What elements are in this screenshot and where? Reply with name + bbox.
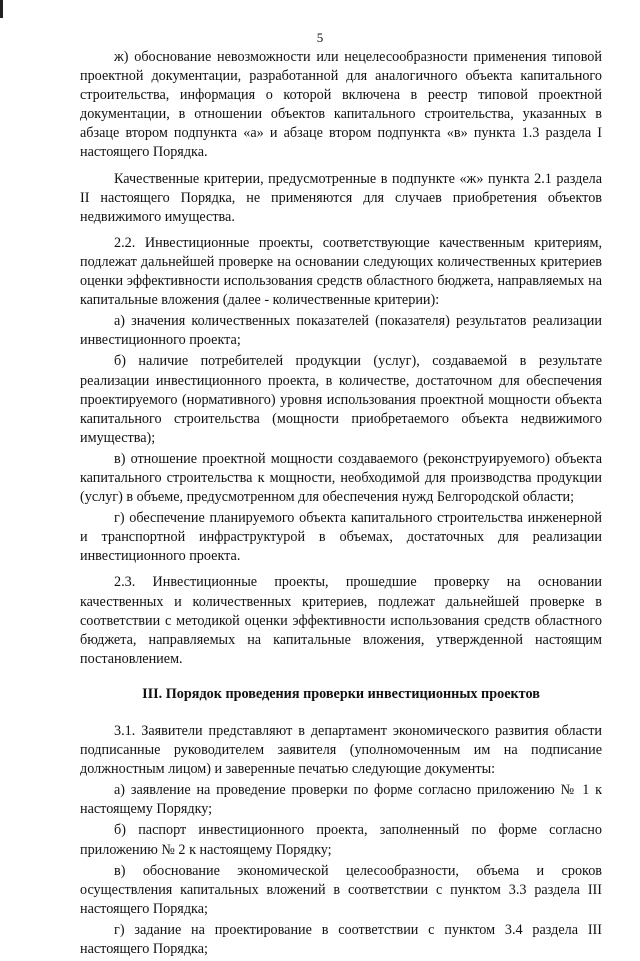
document-body — [80, 48, 602, 961]
doc-item-v: в) обоснование экономической целесообразности, объема и сроков осуществления капитальных вложений в соответствии с пунктом 3.3 раздела III настоящего Порядка; — [80, 862, 602, 917]
doc-item-g: г) задание на проектирование в соответствии с пунктом 3.4 раздела III настоящего Порядка; — [80, 921, 602, 958]
scan-edge-mark — [0, 0, 3, 18]
section-heading: III. Порядок проведения проверки инвестиционных проектов — [142, 685, 540, 702]
paragraph-2-3: 2.3. Инвестиционные проекты, прошедшие проверку на основании качественных и количественных критериев, подлежат дальнейшей проверке в соответствии с методикой оценки эффективности использования средств областного бюджета, направляемых на капитальные вложения, утвержденной настоящим постановлением. — [80, 574, 602, 667]
paragraph-zh: ж) обоснование невозможности или нецелесообразности применения типовой проектной документации, разработанной для аналогичного объекта капитального строительства, информация о которой включена в реестр типовой проектной документации, в отношении объектов капитального строительства, указанных в абзаце втором подпункта «а» и абзаце втором подпункта «в» пункта 1.3 раздела I настоящего Порядка. — [80, 49, 602, 161]
list-item-a: а) значения количественных показателей (показателя) результатов реализации инвестиционного проекта; — [80, 313, 602, 349]
paragraph-2-2: 2.2. Инвестиционные проекты, соответствующие качественным критериям, подлежат дальнейшей проверке на основании следующих количественных критериев оценки эффективности использования средств областного бюджета, направляемых на капитальные вложения (далее - количественные критерии): — [80, 234, 602, 309]
list-item-b: б) наличие потребителей продукции (услуг), создаваемой в результате реализации инвестиционного проекта, в количестве, достаточном для обеспечения проектируемого (нормативного) уровня использования проектной мощности объекта капитального строительства (мощности приобретаемого объекта недвижимого имущества); — [80, 353, 602, 446]
paragraph-qualitative-criteria: Качественные критерии, предусмотренные в подпункте «ж» пункта 2.1 раздела II настоящего Порядка, не применяются для случаев приобретения объектов недвижимого имущества. — [80, 170, 602, 225]
doc-item-b: б) паспорт инвестиционного проекта, заполненный по форме согласно приложению № 2 к настоящему Порядку; — [80, 822, 602, 858]
list-item-g: г) обеспечение планируемого объекта капитального строительства инженерной и транспортной инфраструктурой в объемах, достаточных для реализации инвестиционного проекта. — [80, 510, 602, 565]
paragraph-3-1: 3.1. Заявители представляют в департамент экономического развития области подписанные руководителем заявителя (уполномоченным им на подписание должностным лицом) и заверенные печатью следующие документы: — [80, 723, 602, 778]
list-item-v: в) отношение проектной мощности создаваемого (реконструируемого) объекта капитального строительства к мощности, необходимой для производства продукции (услуг) в объеме, предусмотренном для обеспечения нужд Белгородской области; — [80, 450, 602, 506]
page-number: 5 — [316, 30, 324, 45]
doc-item-a: а) заявление на проведение проверки по форме согласно приложению № 1 к настоящему Порядку; — [80, 782, 602, 818]
